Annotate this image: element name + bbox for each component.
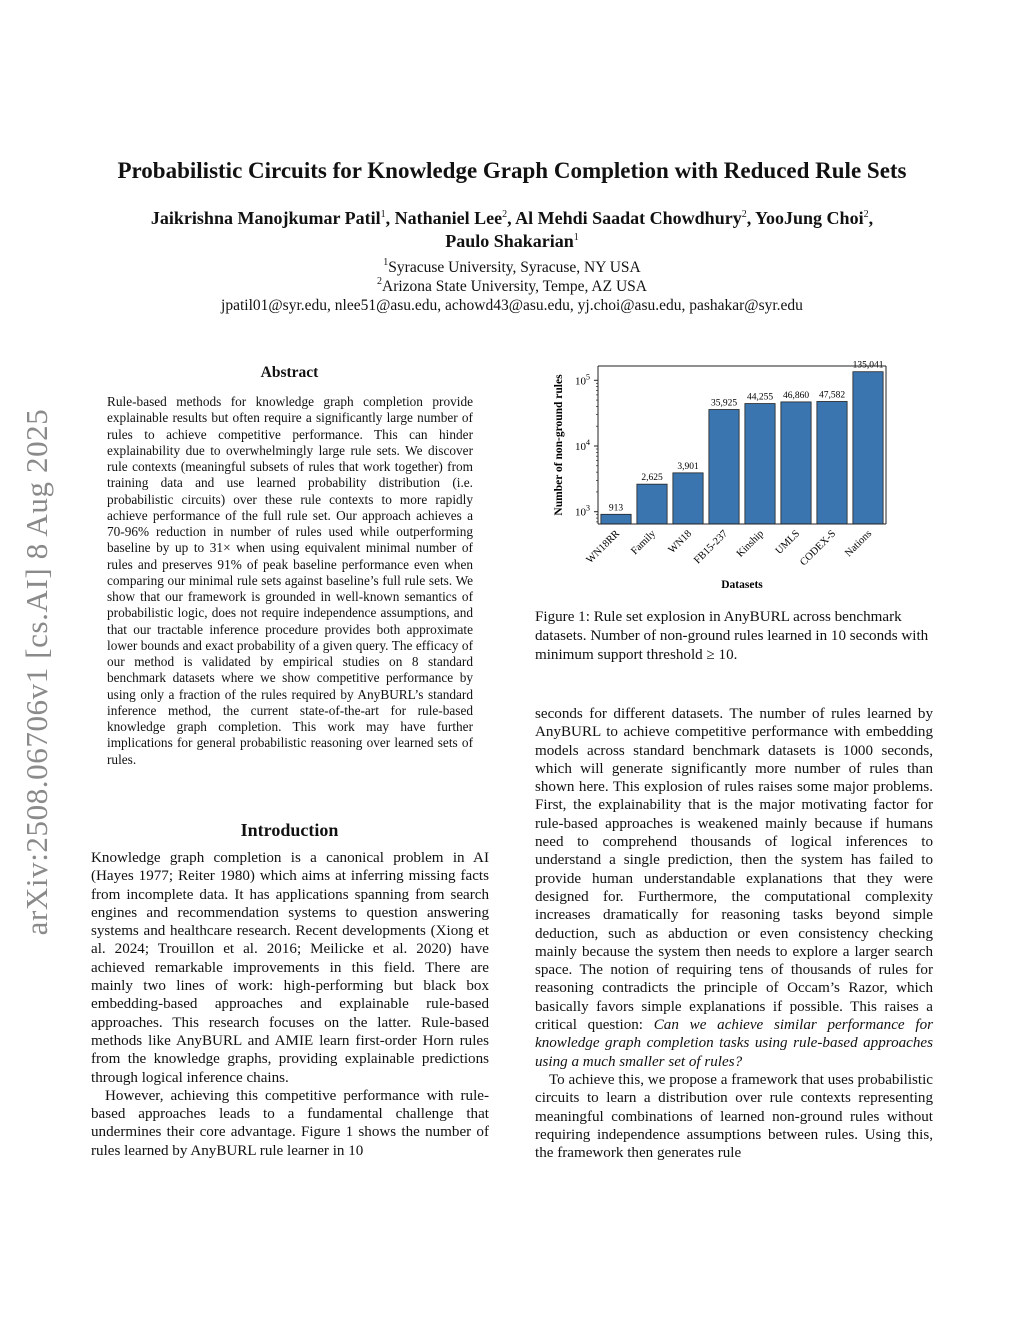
- bar-value-label: 44,255: [746, 392, 774, 403]
- author-affiliation-mark: 2: [502, 209, 508, 220]
- paper-title: Probabilistic Circuits for Knowledge Graph Completion with Reduced Rule Sets: [117, 158, 907, 183]
- bar: [745, 404, 775, 524]
- abstract-heading: Abstract: [260, 364, 319, 381]
- author-affiliation-mark: 2: [863, 209, 869, 220]
- x-tick-label: FB15-237: [692, 528, 731, 567]
- y-tick-label: $10^3$: [575, 503, 590, 519]
- bar-value-label: 135,041: [852, 360, 884, 371]
- paragraph: seconds for different datasets. The number of rules learned by AnyBURL to achieve competitive performance with embedding models across standard benchmark datasets is 1000 seconds, which will generate significantly more number of rules than shown here. This explosion of rules raises some major problems. First, the explainability that is the major motivating factor for rule-based approaches is weakened mainly because if humans need to comprehend thousands of logical inferences to understand a single prediction, then the system has failed to provide human understandable explanations that they were designed for. Furthermore, the computational complexity increases dramatically for reasoning tasks beyond simple deduction, such as abduction or even consistency checking mainly because the system then needs to explore a larger search space. The notion of requiring tens of thousands of rules for reasoning contradicts the principle of Occam’s Razor, which basically favors simple explanations if possible. This raises a critical question: Can we achieve similar performance for knowledge graph completion tasks using rule-based approaches using a much smaller set of rules?: [535, 706, 933, 1070]
- bar: [637, 484, 667, 524]
- author-list: Jaikrishna Manojkumar Patil$^1$, Nathaniel Lee$^2$, Al Mehdi Saadat Chowdhury$^2$, YooJung Choi$^2$, Paulo Shakarian$^1$: [150, 208, 874, 251]
- y-tick-label: $10^5$: [575, 372, 590, 388]
- introduction-heading: Introduction: [240, 820, 339, 840]
- y-axis-title: Number of non-ground rules: [553, 374, 565, 516]
- bar-value-label: 35,925: [710, 398, 738, 409]
- arxiv-stamp: arXiv:2508.06706v1 [cs.AI] 8 Aug 2025: [19, 408, 54, 936]
- y-tick-label: $10^4$: [575, 437, 590, 453]
- bar: [853, 372, 883, 524]
- bar-value-label: 913: [608, 503, 624, 514]
- affiliation: $^2$Arizona State University, Tempe, AZ USA: [377, 276, 647, 295]
- x-tick-label: WN18RR: [584, 528, 623, 566]
- affiliation: $^1$Syracuse University, Syracuse, NY USA: [383, 257, 641, 276]
- x-tick-label: CODEX-S: [798, 528, 839, 569]
- bar-value-label: 3,901: [677, 461, 699, 472]
- research-question: Can we achieve similar performance for knowledge graph completion tasks using rule-based approaches using a much smaller set of rules?: [535, 1017, 933, 1070]
- x-tick-label: WN18: [666, 528, 695, 556]
- bar-value-label: 47,582: [818, 390, 846, 401]
- author-name: Jaikrishna Manojkumar Patil: [150, 208, 381, 228]
- author-name: Paulo Shakarian: [445, 231, 574, 251]
- introduction-body: [91, 849, 489, 1160]
- x-tick-label: Family: [629, 528, 659, 558]
- figure-caption: Figure 1: Rule set explosion in AnyBURL across benchmark datasets. Number of non-ground rules learned in 10 seconds with minimum support threshold ≥ 10.: [535, 609, 929, 663]
- x-tick-label: Nations: [843, 528, 875, 560]
- author-affiliation-mark: 2: [741, 209, 747, 220]
- paragraph: Knowledge graph completion is a canonical problem in AI (Hayes 1977; Reiter 1980) which aims at inferring missing facts from incomplete data. It has applications spanning from search engines and recommendation systems to question answering systems and healthcare research. Recent developments (Xiong et al. 2024; Trouillon et al. 2016; Meilicke et al. 2020) have achieved remarkable improvements in this field. There are mainly two lines of work: high-performing but black box embedding-based approaches and explainable rule-based approaches. This research focuses on the latter. Rule-based methods like AnyBURL and AMIE learn first-order Horn rules from the knowledge graphs, providing explainable predictions through logical inference chains.: [91, 850, 489, 1086]
- author-emails: jpatil01@syr.edu, nlee51@asu.edu, achowd43@asu.edu, yj.choi@asu.edu, pashakar@syr.edu: [221, 297, 803, 314]
- bar: [781, 402, 811, 524]
- paragraph: However, achieving this competitive performance with rule-based approaches leads to a fundamental challenge that undermines their core advantage. Figure 1 shows the number of rules learned by AnyBURL rule learner in 10: [91, 1087, 489, 1159]
- bar: [709, 410, 739, 524]
- author-affiliation-mark: 1: [380, 209, 386, 220]
- paragraph: To achieve this, we propose a framework that uses probabilistic circuits to learn a distribution over rule contexts representing meaningful combinations of learned non-ground rules without requiring independence assumptions between rules. Using this, the framework then generates rule: [535, 1071, 933, 1162]
- x-tick-label: UMLS: [773, 528, 803, 557]
- author-name: Nathaniel Lee: [394, 208, 503, 228]
- rule-count-bar-chart: [548, 358, 928, 598]
- x-tick-label: Kinship: [734, 528, 767, 560]
- bar-value-label: 2,625: [641, 473, 663, 484]
- right-column-body: [535, 705, 933, 1162]
- bar: [817, 401, 847, 524]
- author-affiliation-mark: 1: [573, 232, 579, 243]
- author-name: Al Mehdi Saadat Chowdhury: [515, 208, 742, 228]
- abstract-text: Rule-based methods for knowledge graph completion provide explainable results but often require a significantly large number of rules to achieve competitive performance. This can hinder explainability due to overwhelmingly large rule sets. We discover rule contexts (meaningful subsets of rules that work together) from training data and use learned probability distribution (i.e. probabilistic circuits) over these rule contexts to more rapidly achieve performance of the full rule set. Our approach achieves a 70-96% reduction in number of rules used while outperforming baseline by up to 31× when using equivalent minimal number of rules and preserves 91% of peak baseline performance even when comparing our minimal rule sets against baseline’s full rule sets. We show that our framework is grounded in well-known semantics of probabilistic logic, does not require independence assumptions, and that our tractable inference procedure provides both approximate lower bounds and exact probability of a given query. The efficacy of our method is validated by empirical studies on 8 standard benchmark datasets where we show competitive performance by using only a fraction of the rules required by AnyBURL’s standard inference method, the current state-of-the-art for rule-based knowledge graph completion. This work may have further implications for general probabilistic reasoning over learned sets of rules.: [107, 394, 473, 767]
- x-axis-title: Datasets: [721, 579, 763, 591]
- bar-value-label: 46,860: [782, 390, 810, 401]
- bar: [601, 514, 631, 524]
- bar: [673, 473, 703, 524]
- author-name: YooJung Choi: [755, 208, 864, 228]
